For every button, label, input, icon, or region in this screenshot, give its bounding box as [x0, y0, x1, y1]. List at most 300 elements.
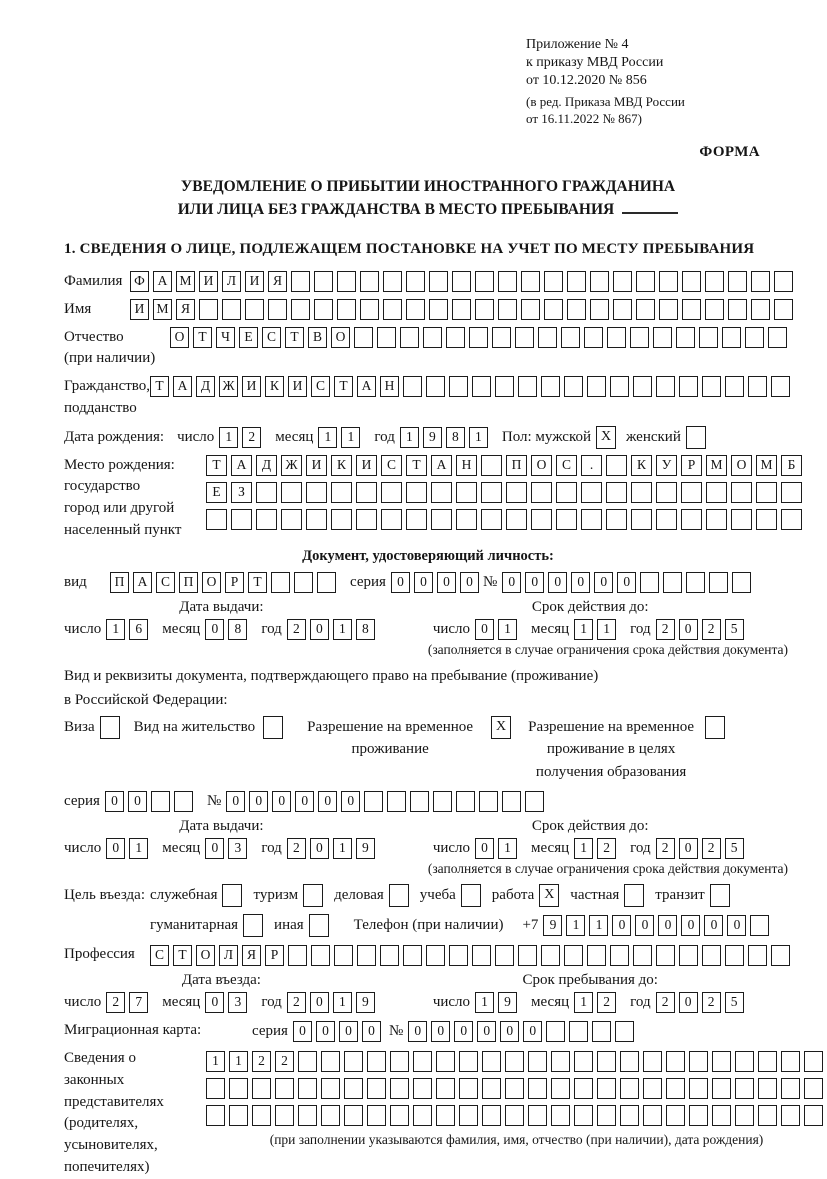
char-cell[interactable] — [528, 1051, 547, 1072]
char-cell[interactable] — [584, 327, 603, 348]
char-cell[interactable] — [725, 945, 744, 966]
char-cell[interactable]: 0 — [128, 791, 147, 812]
profession-boxes[interactable] — [150, 945, 794, 966]
char-cell[interactable] — [656, 482, 677, 503]
char-cell[interactable]: 1 — [333, 619, 352, 640]
char-cell[interactable] — [515, 327, 534, 348]
char-cell[interactable]: 0 — [318, 791, 337, 812]
char-cell[interactable] — [771, 376, 790, 397]
char-cell[interactable]: П — [506, 455, 527, 476]
char-cell[interactable] — [426, 376, 445, 397]
char-cell[interactable] — [663, 572, 682, 593]
char-cell[interactable] — [606, 482, 627, 503]
char-cell[interactable] — [735, 1051, 754, 1072]
char-cell[interactable]: Р — [225, 572, 244, 593]
char-cell[interactable] — [745, 327, 764, 348]
char-cell[interactable]: 0 — [310, 992, 329, 1013]
char-cell[interactable]: У — [656, 455, 677, 476]
char-cell[interactable]: А — [357, 376, 376, 397]
char-cell[interactable] — [426, 945, 445, 966]
char-cell[interactable] — [472, 945, 491, 966]
char-cell[interactable] — [390, 1078, 409, 1099]
char-cell[interactable] — [229, 1105, 248, 1126]
char-cell[interactable] — [479, 791, 498, 812]
char-cell[interactable] — [774, 271, 793, 292]
char-cell[interactable]: 0 — [316, 1021, 335, 1042]
doc-valid-year-boxes[interactable] — [656, 619, 748, 640]
char-cell[interactable] — [281, 509, 302, 530]
char-cell[interactable] — [354, 327, 373, 348]
char-cell[interactable] — [679, 945, 698, 966]
doc-number-boxes[interactable] — [502, 572, 755, 593]
birth-place-boxes-row1[interactable] — [206, 455, 806, 476]
char-cell[interactable]: 0 — [679, 992, 698, 1013]
char-cell[interactable]: 0 — [475, 838, 494, 859]
char-cell[interactable]: О — [531, 455, 552, 476]
char-cell[interactable] — [294, 572, 313, 593]
char-cell[interactable] — [531, 482, 552, 503]
stay-year-boxes[interactable] — [656, 992, 748, 1013]
char-cell[interactable] — [613, 271, 632, 292]
char-cell[interactable] — [631, 482, 652, 503]
char-cell[interactable] — [498, 271, 517, 292]
char-cell[interactable]: Р — [681, 455, 702, 476]
char-cell[interactable]: 1 — [469, 427, 488, 448]
char-cell[interactable] — [551, 1051, 570, 1072]
char-cell[interactable]: 7 — [129, 992, 148, 1013]
migration-series-boxes[interactable] — [293, 1021, 385, 1042]
char-cell[interactable] — [403, 376, 422, 397]
char-cell[interactable]: Т — [206, 455, 227, 476]
char-cell[interactable]: 0 — [681, 915, 700, 936]
char-cell[interactable]: 0 — [295, 791, 314, 812]
char-cell[interactable] — [383, 299, 402, 320]
char-cell[interactable] — [620, 1105, 639, 1126]
char-cell[interactable] — [521, 299, 540, 320]
entry-day-boxes[interactable] — [106, 992, 152, 1013]
purpose-private-checkbox[interactable] — [624, 884, 644, 907]
char-cell[interactable] — [459, 1051, 478, 1072]
char-cell[interactable]: Л — [219, 945, 238, 966]
char-cell[interactable]: 1 — [229, 1051, 248, 1072]
char-cell[interactable] — [551, 1105, 570, 1126]
char-cell[interactable] — [206, 1105, 225, 1126]
char-cell[interactable] — [758, 1105, 777, 1126]
char-cell[interactable] — [505, 1078, 524, 1099]
char-cell[interactable] — [728, 299, 747, 320]
char-cell[interactable]: 1 — [498, 619, 517, 640]
char-cell[interactable]: 1 — [498, 838, 517, 859]
purpose-tourism-checkbox[interactable] — [303, 884, 323, 907]
char-cell[interactable] — [344, 1078, 363, 1099]
sex-male-checkbox[interactable]: X — [596, 426, 616, 449]
char-cell[interactable] — [689, 1051, 708, 1072]
residence-valid-day-boxes[interactable] — [475, 838, 521, 859]
char-cell[interactable] — [268, 299, 287, 320]
char-cell[interactable] — [610, 376, 629, 397]
char-cell[interactable]: 1 — [219, 427, 238, 448]
char-cell[interactable]: С — [556, 455, 577, 476]
char-cell[interactable]: 1 — [318, 427, 337, 448]
char-cell[interactable]: 2 — [702, 619, 721, 640]
birth-day-boxes[interactable] — [219, 426, 265, 447]
char-cell[interactable] — [306, 509, 327, 530]
char-cell[interactable] — [311, 945, 330, 966]
char-cell[interactable]: Ф — [130, 271, 149, 292]
char-cell[interactable] — [360, 271, 379, 292]
char-cell[interactable] — [756, 509, 777, 530]
char-cell[interactable]: Я — [242, 945, 261, 966]
char-cell[interactable] — [506, 482, 527, 503]
char-cell[interactable] — [569, 1021, 588, 1042]
residence-issue-year-boxes[interactable] — [287, 838, 379, 859]
char-cell[interactable] — [722, 327, 741, 348]
char-cell[interactable]: З — [231, 482, 252, 503]
char-cell[interactable]: 9 — [498, 992, 517, 1013]
char-cell[interactable] — [380, 945, 399, 966]
char-cell[interactable] — [581, 482, 602, 503]
char-cell[interactable] — [431, 482, 452, 503]
char-cell[interactable] — [656, 376, 675, 397]
char-cell[interactable]: 8 — [228, 619, 247, 640]
char-cell[interactable]: 0 — [525, 572, 544, 593]
char-cell[interactable] — [321, 1105, 340, 1126]
char-cell[interactable] — [631, 509, 652, 530]
char-cell[interactable]: Я — [268, 271, 287, 292]
char-cell[interactable]: Н — [380, 376, 399, 397]
char-cell[interactable] — [334, 945, 353, 966]
char-cell[interactable]: 0 — [727, 915, 746, 936]
char-cell[interactable] — [367, 1105, 386, 1126]
char-cell[interactable]: Ч — [216, 327, 235, 348]
char-cell[interactable] — [456, 791, 475, 812]
char-cell[interactable]: Р — [265, 945, 284, 966]
char-cell[interactable] — [360, 299, 379, 320]
char-cell[interactable]: С — [381, 455, 402, 476]
char-cell[interactable]: Т — [334, 376, 353, 397]
patronymic-boxes[interactable] — [170, 327, 791, 348]
char-cell[interactable] — [607, 327, 626, 348]
doc-kind-boxes[interactable] — [110, 572, 340, 593]
char-cell[interactable]: 2 — [287, 838, 306, 859]
char-cell[interactable]: 0 — [205, 838, 224, 859]
char-cell[interactable] — [449, 945, 468, 966]
char-cell[interactable]: 0 — [408, 1021, 427, 1042]
char-cell[interactable] — [597, 1105, 616, 1126]
char-cell[interactable] — [666, 1051, 685, 1072]
char-cell[interactable]: П — [179, 572, 198, 593]
edu-permit-checkbox[interactable] — [705, 716, 725, 739]
char-cell[interactable] — [321, 1078, 340, 1099]
char-cell[interactable] — [756, 482, 777, 503]
char-cell[interactable]: А — [153, 271, 172, 292]
char-cell[interactable]: М — [176, 271, 195, 292]
char-cell[interactable] — [314, 299, 333, 320]
char-cell[interactable] — [528, 1105, 547, 1126]
char-cell[interactable] — [751, 299, 770, 320]
residence-series-boxes[interactable] — [105, 791, 197, 812]
char-cell[interactable] — [291, 299, 310, 320]
char-cell[interactable] — [475, 271, 494, 292]
char-cell[interactable] — [525, 791, 544, 812]
char-cell[interactable]: В — [308, 327, 327, 348]
char-cell[interactable] — [574, 1051, 593, 1072]
char-cell[interactable] — [317, 572, 336, 593]
char-cell[interactable]: 0 — [475, 619, 494, 640]
char-cell[interactable] — [606, 509, 627, 530]
doc-issue-year-boxes[interactable] — [287, 619, 379, 640]
char-cell[interactable] — [433, 791, 452, 812]
char-cell[interactable] — [774, 299, 793, 320]
char-cell[interactable]: 2 — [656, 838, 675, 859]
char-cell[interactable] — [712, 1051, 731, 1072]
char-cell[interactable] — [556, 509, 577, 530]
doc-valid-day-boxes[interactable] — [475, 619, 521, 640]
char-cell[interactable]: 0 — [548, 572, 567, 593]
char-cell[interactable] — [750, 915, 769, 936]
char-cell[interactable]: А — [431, 455, 452, 476]
purpose-other-checkbox[interactable] — [309, 914, 329, 937]
char-cell[interactable] — [449, 376, 468, 397]
char-cell[interactable] — [498, 299, 517, 320]
doc-series-boxes[interactable] — [391, 572, 483, 593]
char-cell[interactable] — [400, 327, 419, 348]
char-cell[interactable]: И — [306, 455, 327, 476]
representatives-boxes-row1[interactable] — [206, 1051, 827, 1072]
char-cell[interactable] — [469, 327, 488, 348]
char-cell[interactable] — [413, 1051, 432, 1072]
char-cell[interactable]: 1 — [341, 427, 360, 448]
char-cell[interactable]: 2 — [702, 838, 721, 859]
char-cell[interactable]: С — [311, 376, 330, 397]
char-cell[interactable] — [686, 572, 705, 593]
char-cell[interactable]: Ж — [281, 455, 302, 476]
char-cell[interactable]: 5 — [725, 838, 744, 859]
char-cell[interactable] — [521, 271, 540, 292]
char-cell[interactable] — [748, 376, 767, 397]
char-cell[interactable] — [705, 271, 724, 292]
char-cell[interactable]: М — [756, 455, 777, 476]
char-cell[interactable]: 0 — [105, 791, 124, 812]
char-cell[interactable]: 0 — [414, 572, 433, 593]
char-cell[interactable] — [606, 455, 627, 476]
sex-female-checkbox[interactable] — [686, 426, 706, 449]
char-cell[interactable] — [495, 945, 514, 966]
char-cell[interactable] — [383, 271, 402, 292]
char-cell[interactable] — [367, 1078, 386, 1099]
char-cell[interactable] — [564, 945, 583, 966]
migration-number-boxes[interactable] — [408, 1021, 638, 1042]
purpose-humanitarian-checkbox[interactable] — [243, 914, 263, 937]
char-cell[interactable] — [406, 271, 425, 292]
char-cell[interactable] — [344, 1105, 363, 1126]
char-cell[interactable] — [556, 482, 577, 503]
char-cell[interactable] — [615, 1021, 634, 1042]
char-cell[interactable] — [592, 1021, 611, 1042]
char-cell[interactable] — [636, 299, 655, 320]
char-cell[interactable] — [699, 327, 718, 348]
char-cell[interactable]: 9 — [356, 992, 375, 1013]
char-cell[interactable] — [681, 509, 702, 530]
char-cell[interactable]: 0 — [391, 572, 410, 593]
representatives-boxes-row2[interactable] — [206, 1078, 827, 1099]
char-cell[interactable] — [356, 509, 377, 530]
char-cell[interactable] — [436, 1105, 455, 1126]
doc-issue-month-boxes[interactable] — [205, 619, 251, 640]
char-cell[interactable] — [748, 945, 767, 966]
char-cell[interactable] — [288, 945, 307, 966]
char-cell[interactable]: 0 — [594, 572, 613, 593]
char-cell[interactable] — [587, 376, 606, 397]
char-cell[interactable] — [291, 271, 310, 292]
char-cell[interactable]: 5 — [725, 619, 744, 640]
char-cell[interactable]: И — [130, 299, 149, 320]
char-cell[interactable]: 0 — [523, 1021, 542, 1042]
char-cell[interactable] — [751, 271, 770, 292]
char-cell[interactable]: 1 — [206, 1051, 225, 1072]
char-cell[interactable] — [682, 299, 701, 320]
char-cell[interactable] — [633, 945, 652, 966]
char-cell[interactable]: 0 — [500, 1021, 519, 1042]
char-cell[interactable]: 3 — [228, 838, 247, 859]
given-name-boxes[interactable] — [130, 299, 797, 320]
char-cell[interactable] — [666, 1078, 685, 1099]
char-cell[interactable]: 5 — [725, 992, 744, 1013]
char-cell[interactable] — [452, 271, 471, 292]
char-cell[interactable] — [206, 1078, 225, 1099]
char-cell[interactable] — [429, 271, 448, 292]
char-cell[interactable] — [459, 1078, 478, 1099]
char-cell[interactable] — [406, 509, 427, 530]
char-cell[interactable]: П — [110, 572, 129, 593]
char-cell[interactable] — [231, 509, 252, 530]
char-cell[interactable] — [574, 1105, 593, 1126]
char-cell[interactable]: М — [153, 299, 172, 320]
char-cell[interactable] — [331, 509, 352, 530]
residence-number-boxes[interactable] — [226, 791, 548, 812]
char-cell[interactable] — [702, 945, 721, 966]
char-cell[interactable]: 1 — [574, 619, 593, 640]
char-cell[interactable] — [256, 509, 277, 530]
char-cell[interactable] — [505, 1051, 524, 1072]
char-cell[interactable]: 0 — [339, 1021, 358, 1042]
char-cell[interactable] — [357, 945, 376, 966]
purpose-official-checkbox[interactable] — [222, 884, 242, 907]
char-cell[interactable]: А — [231, 455, 252, 476]
char-cell[interactable] — [659, 299, 678, 320]
char-cell[interactable]: . — [581, 455, 602, 476]
char-cell[interactable] — [725, 376, 744, 397]
char-cell[interactable] — [423, 327, 442, 348]
char-cell[interactable]: Д — [256, 455, 277, 476]
char-cell[interactable] — [597, 1051, 616, 1072]
char-cell[interactable] — [403, 945, 422, 966]
char-cell[interactable] — [356, 482, 377, 503]
char-cell[interactable] — [541, 376, 560, 397]
char-cell[interactable] — [502, 791, 521, 812]
char-cell[interactable] — [709, 572, 728, 593]
char-cell[interactable]: Т — [285, 327, 304, 348]
char-cell[interactable] — [590, 271, 609, 292]
purpose-business-checkbox[interactable] — [389, 884, 409, 907]
char-cell[interactable] — [731, 509, 752, 530]
char-cell[interactable] — [406, 299, 425, 320]
doc-issue-day-boxes[interactable] — [106, 619, 152, 640]
char-cell[interactable] — [613, 299, 632, 320]
char-cell[interactable]: И — [288, 376, 307, 397]
char-cell[interactable] — [344, 1051, 363, 1072]
char-cell[interactable]: 2 — [275, 1051, 294, 1072]
char-cell[interactable]: 2 — [702, 992, 721, 1013]
char-cell[interactable]: Т — [406, 455, 427, 476]
char-cell[interactable] — [431, 509, 452, 530]
char-cell[interactable]: 0 — [658, 915, 677, 936]
char-cell[interactable]: 1 — [129, 838, 148, 859]
char-cell[interactable] — [275, 1105, 294, 1126]
char-cell[interactable]: 0 — [437, 572, 456, 593]
char-cell[interactable] — [331, 482, 352, 503]
char-cell[interactable]: И — [356, 455, 377, 476]
char-cell[interactable]: Д — [196, 376, 215, 397]
char-cell[interactable] — [475, 299, 494, 320]
char-cell[interactable]: 0 — [310, 619, 329, 640]
char-cell[interactable] — [610, 945, 629, 966]
char-cell[interactable]: 0 — [310, 838, 329, 859]
char-cell[interactable] — [252, 1105, 271, 1126]
char-cell[interactable]: Я — [176, 299, 195, 320]
char-cell[interactable] — [337, 271, 356, 292]
char-cell[interactable] — [222, 299, 241, 320]
char-cell[interactable] — [518, 376, 537, 397]
char-cell[interactable]: 0 — [362, 1021, 381, 1042]
char-cell[interactable]: О — [170, 327, 189, 348]
char-cell[interactable] — [245, 299, 264, 320]
char-cell[interactable]: 9 — [543, 915, 562, 936]
stay-month-boxes[interactable] — [574, 992, 620, 1013]
char-cell[interactable] — [636, 271, 655, 292]
char-cell[interactable] — [702, 376, 721, 397]
citizenship-boxes[interactable] — [150, 376, 794, 397]
char-cell[interactable] — [564, 376, 583, 397]
purpose-transit-checkbox[interactable] — [710, 884, 730, 907]
char-cell[interactable] — [653, 327, 672, 348]
char-cell[interactable] — [781, 509, 802, 530]
purpose-work-checkbox[interactable]: X — [539, 884, 559, 907]
char-cell[interactable] — [731, 482, 752, 503]
char-cell[interactable] — [597, 1078, 616, 1099]
char-cell[interactable] — [413, 1105, 432, 1126]
char-cell[interactable]: О — [196, 945, 215, 966]
char-cell[interactable]: 2 — [597, 838, 616, 859]
char-cell[interactable]: 2 — [287, 619, 306, 640]
char-cell[interactable] — [620, 1078, 639, 1099]
char-cell[interactable]: И — [245, 271, 264, 292]
char-cell[interactable] — [546, 1021, 565, 1042]
char-cell[interactable]: К — [265, 376, 284, 397]
char-cell[interactable] — [306, 482, 327, 503]
char-cell[interactable]: 1 — [333, 838, 352, 859]
char-cell[interactable]: 0 — [571, 572, 590, 593]
char-cell[interactable] — [410, 791, 429, 812]
char-cell[interactable]: 2 — [597, 992, 616, 1013]
char-cell[interactable]: С — [150, 945, 169, 966]
char-cell[interactable]: 2 — [656, 619, 675, 640]
char-cell[interactable] — [452, 299, 471, 320]
char-cell[interactable] — [381, 482, 402, 503]
char-cell[interactable] — [643, 1078, 662, 1099]
char-cell[interactable]: Т — [150, 376, 169, 397]
char-cell[interactable] — [561, 327, 580, 348]
